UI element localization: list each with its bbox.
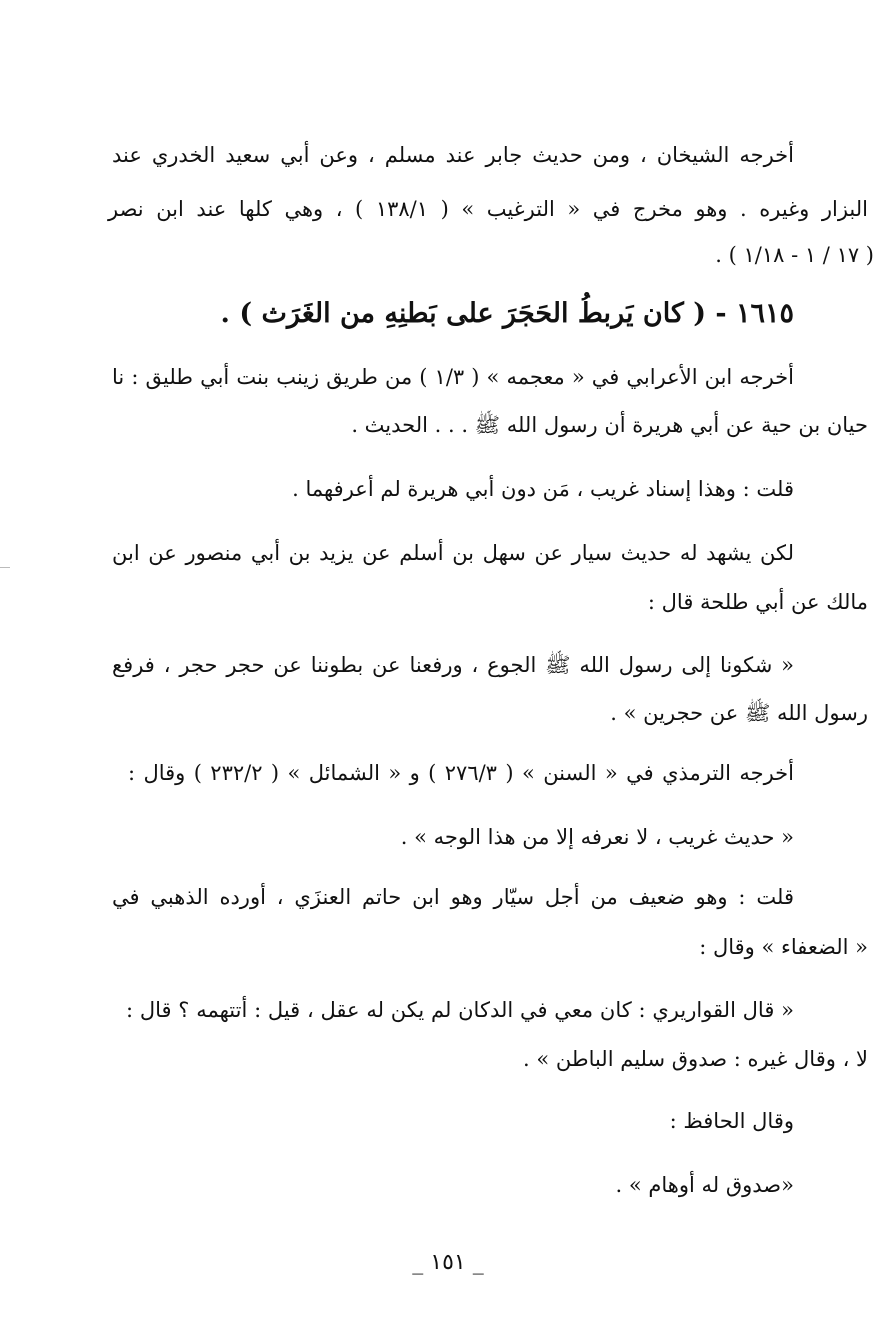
text-line: لكن يشهد له حديث سيار عن سهل بن أسلم عن يزيد بن أبي منصور عن ابن: [112, 541, 794, 565]
quote-line: « شكونا إلى رسول الله ﷺ الجوع ، ورفعنا عن بطوننا عن حجر حجر ، فرفع: [112, 653, 794, 677]
text-line: ( ١٧ / ١ - ١/١٨ ) .: [715, 243, 874, 267]
margin-mark: [0, 567, 10, 568]
text-line: قلت : وهذا إسناد غريب ، مَن دون أبي هريرة لم أعرفهما .: [292, 477, 794, 501]
text-line: أخرجه الشيخان ، ومن حديث جابر عند مسلم ، وعن أبي سعيد الخدري عند: [112, 143, 794, 167]
text-line: مالك عن أبي طلحة قال :: [647, 590, 868, 614]
text-line: حيان بن حية عن أبي هريرة أن رسول الله ﷺ . . . الحديث .: [351, 413, 868, 437]
quote-line: لا ، وقال غيره : صدوق سليم الباطن » .: [523, 1047, 868, 1071]
text-line: « الضعفاء » وقال :: [699, 935, 868, 959]
text-line: وقال الحافظ :: [669, 1109, 794, 1133]
quote-line: « قال القواريري : كان معي في الدكان لم يكن له عقل ، قيل : أتتهمه ؟ قال :: [126, 998, 794, 1022]
hadith-heading: ١٦١٥ - ( كان يَربطُ الحَجَرَ على بَطنِهِ من الغَرَث ) .: [220, 298, 794, 329]
text-line: أخرجه ابن الأعرابي في « معجمه » ( ١/٣ ) من طريق زينب بنت أبي طليق : نا: [112, 365, 794, 389]
text-line: أخرجه الترمذي في « السنن » ( ٢٧٦/٣ ) و « الشمائل » ( ٢٣٢/٢ ) وقال :: [128, 761, 794, 785]
text-line: البزار وغيره . وهو مخرج في « الترغيب » ( ١٣٨/١ ) ، وهي كلها عند ابن نصر: [108, 197, 868, 221]
quote-line: « حديث غريب ، لا نعرفه إلا من هذا الوجه » .: [400, 825, 794, 849]
page-number: _ ١٥١ _: [412, 1250, 484, 1275]
quote-line: «صدوق له أوهام » .: [615, 1173, 794, 1197]
text-line: قلت : وهو ضعيف من أجل سيّار وهو ابن حاتم العنزَي ، أورده الذهبي في: [112, 885, 794, 909]
quote-line: رسول الله ﷺ عن حجرين » .: [610, 701, 868, 725]
